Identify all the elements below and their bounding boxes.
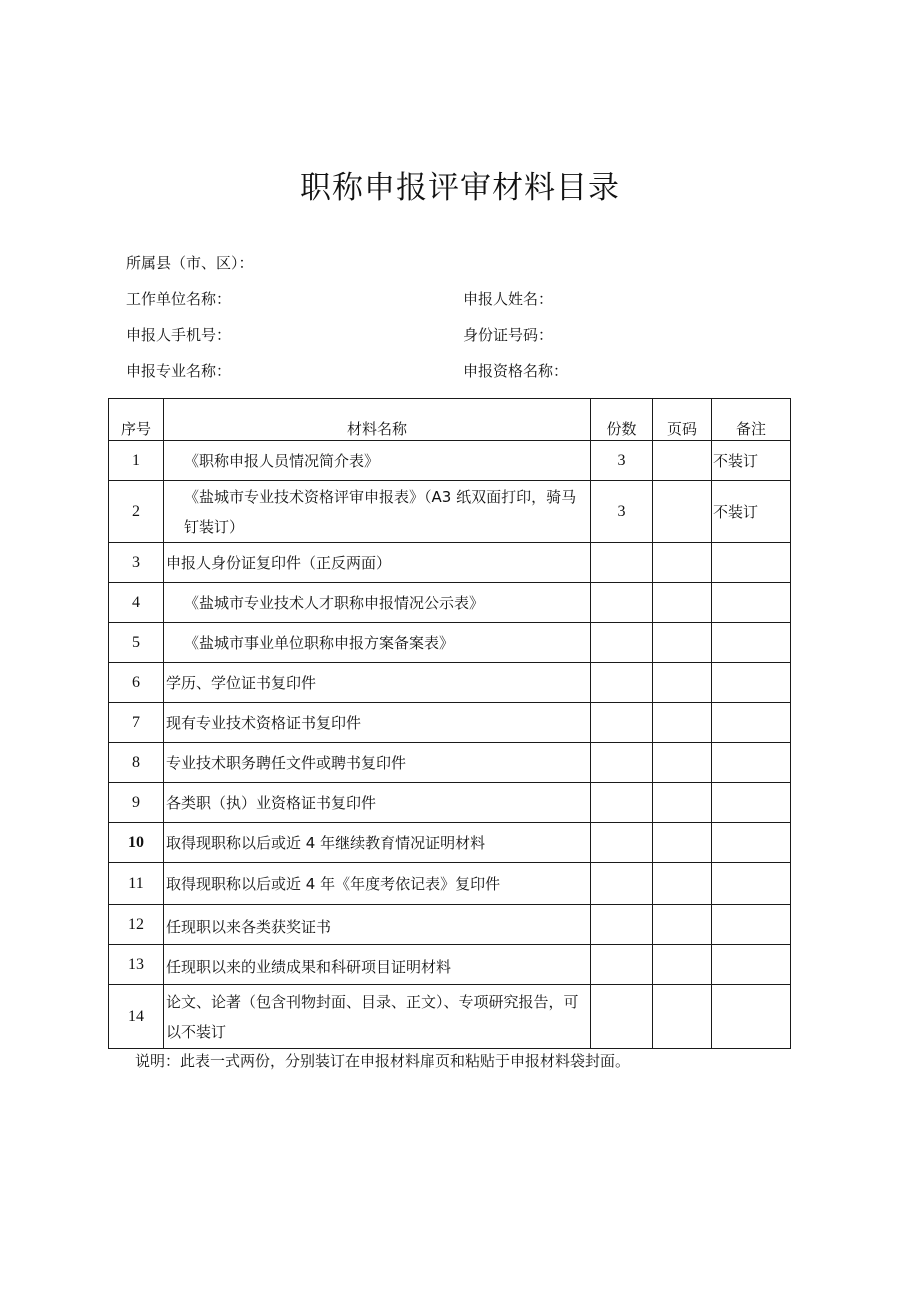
- row-material-name: 论文、论著（包含刊物封面、目录、正文）、专项研究报告，可以不装订: [164, 985, 591, 1049]
- row-copies: [591, 743, 653, 783]
- table-header-row: [109, 399, 791, 441]
- row-copies: [591, 945, 653, 985]
- row-material-name: 《职称申报人员情况简介表》: [164, 441, 591, 481]
- row-material-name: 各类职（执）业资格证书复印件: [164, 783, 591, 823]
- row-pages: [653, 543, 712, 583]
- row-remarks: [712, 985, 791, 1049]
- header-seq: 序号: [109, 399, 164, 441]
- row-pages: [653, 481, 712, 543]
- row-seq: 11: [109, 863, 164, 905]
- phone-field: 申报人手机号：: [126, 326, 232, 344]
- row-pages: [653, 703, 712, 743]
- qualification-field: 申报资格名称：: [463, 362, 569, 380]
- table-row: [109, 945, 791, 985]
- row-pages: [653, 783, 712, 823]
- row-copies: 3: [591, 441, 653, 481]
- row-pages: [653, 985, 712, 1049]
- row-remarks: [712, 905, 791, 945]
- row-seq: 4: [109, 583, 164, 623]
- row-copies: [591, 663, 653, 703]
- row-material-name: 《盐城市事业单位职称申报方案备案表》: [164, 623, 591, 663]
- page-title: 职称申报评审材料目录: [300, 170, 620, 206]
- row-pages: [653, 583, 712, 623]
- row-seq: 14: [109, 985, 164, 1049]
- row-remarks: [712, 945, 791, 985]
- row-material-name: 专业技术职务聘任文件或聘书复印件: [164, 743, 591, 783]
- row-copies: [591, 823, 653, 863]
- table-row: [109, 481, 791, 543]
- row-copies: 3: [591, 481, 653, 543]
- header-name: 材料名称: [164, 399, 591, 441]
- row-pages: [653, 441, 712, 481]
- row-pages: [653, 663, 712, 703]
- row-pages: [653, 823, 712, 863]
- row-material-name: 取得现职称以后或近 4 年继续教育情况证明材料: [164, 823, 591, 863]
- row-seq: 13: [109, 945, 164, 985]
- table-row: [109, 823, 791, 863]
- row-remarks: 不装订: [712, 441, 791, 481]
- table-row: [109, 663, 791, 703]
- row-copies: [591, 905, 653, 945]
- row-remarks: [712, 663, 791, 703]
- table-row: [109, 583, 791, 623]
- row-remarks: [712, 783, 791, 823]
- materials-table: [108, 398, 791, 1049]
- row-material-name: 取得现职称以后或近 4 年《年度考依记表》复印件: [164, 863, 591, 905]
- row-pages: [653, 905, 712, 945]
- specialty-field: 申报专业名称：: [126, 362, 232, 380]
- row-material-name: 现有专业技术资格证书复印件: [164, 703, 591, 743]
- row-seq: 2: [109, 481, 164, 543]
- table-row: [109, 783, 791, 823]
- row-seq: 12: [109, 905, 164, 945]
- row-seq: 3: [109, 543, 164, 583]
- row-copies: [591, 985, 653, 1049]
- row-material-name: 任现职以来的业绩成果和科研项目证明材料: [164, 945, 591, 985]
- row-remarks: [712, 543, 791, 583]
- row-remarks: [712, 703, 791, 743]
- row-copies: [591, 783, 653, 823]
- row-seq: 7: [109, 703, 164, 743]
- row-seq: 1: [109, 441, 164, 481]
- row-seq: 8: [109, 743, 164, 783]
- row-pages: [653, 863, 712, 905]
- row-copies: [591, 543, 653, 583]
- row-remarks: [712, 823, 791, 863]
- row-remarks: [712, 583, 791, 623]
- header-copies: 份数: [591, 399, 653, 441]
- row-material-name: 《盐城市专业技术资格评审申报表》（A3 纸双面打印，骑马钉装订）: [164, 481, 591, 543]
- row-remarks: 不装订: [712, 481, 791, 543]
- row-copies: [591, 583, 653, 623]
- row-copies: [591, 623, 653, 663]
- row-pages: [653, 743, 712, 783]
- footnote: 说明：此表一式两份，分别装订在申报材料扉页和粘贴于申报材料袋封面。: [135, 1052, 631, 1070]
- row-material-name: 任现职以来各类获奖证书: [164, 905, 591, 945]
- row-copies: [591, 863, 653, 905]
- id-number-field: 身份证号码：: [463, 326, 554, 344]
- row-copies: [591, 703, 653, 743]
- header-remarks: 备注: [712, 399, 791, 441]
- table-row: [109, 703, 791, 743]
- row-remarks: [712, 863, 791, 905]
- table-row: [109, 441, 791, 481]
- table-row: [109, 905, 791, 945]
- row-seq: 6: [109, 663, 164, 703]
- row-seq: 5: [109, 623, 164, 663]
- table-row: [109, 863, 791, 905]
- row-material-name: 学历、学位证书复印件: [164, 663, 591, 703]
- row-remarks: [712, 743, 791, 783]
- table-row: [109, 623, 791, 663]
- table-row: [109, 743, 791, 783]
- row-remarks: [712, 623, 791, 663]
- row-seq: 10: [109, 823, 164, 863]
- row-material-name: 《盐城市专业技术人才职称申报情况公示表》: [164, 583, 591, 623]
- header-pages: 页码: [653, 399, 712, 441]
- table-row: [109, 985, 791, 1049]
- row-pages: [653, 945, 712, 985]
- table-row: [109, 543, 791, 583]
- work-unit-field: 工作单位名称：: [126, 290, 232, 308]
- county-field: 所属县（市、区）：: [126, 254, 254, 272]
- applicant-name-field: 申报人姓名：: [463, 290, 554, 308]
- row-material-name: 申报人身份证复印件（正反两面）: [164, 543, 591, 583]
- row-pages: [653, 623, 712, 663]
- row-seq: 9: [109, 783, 164, 823]
